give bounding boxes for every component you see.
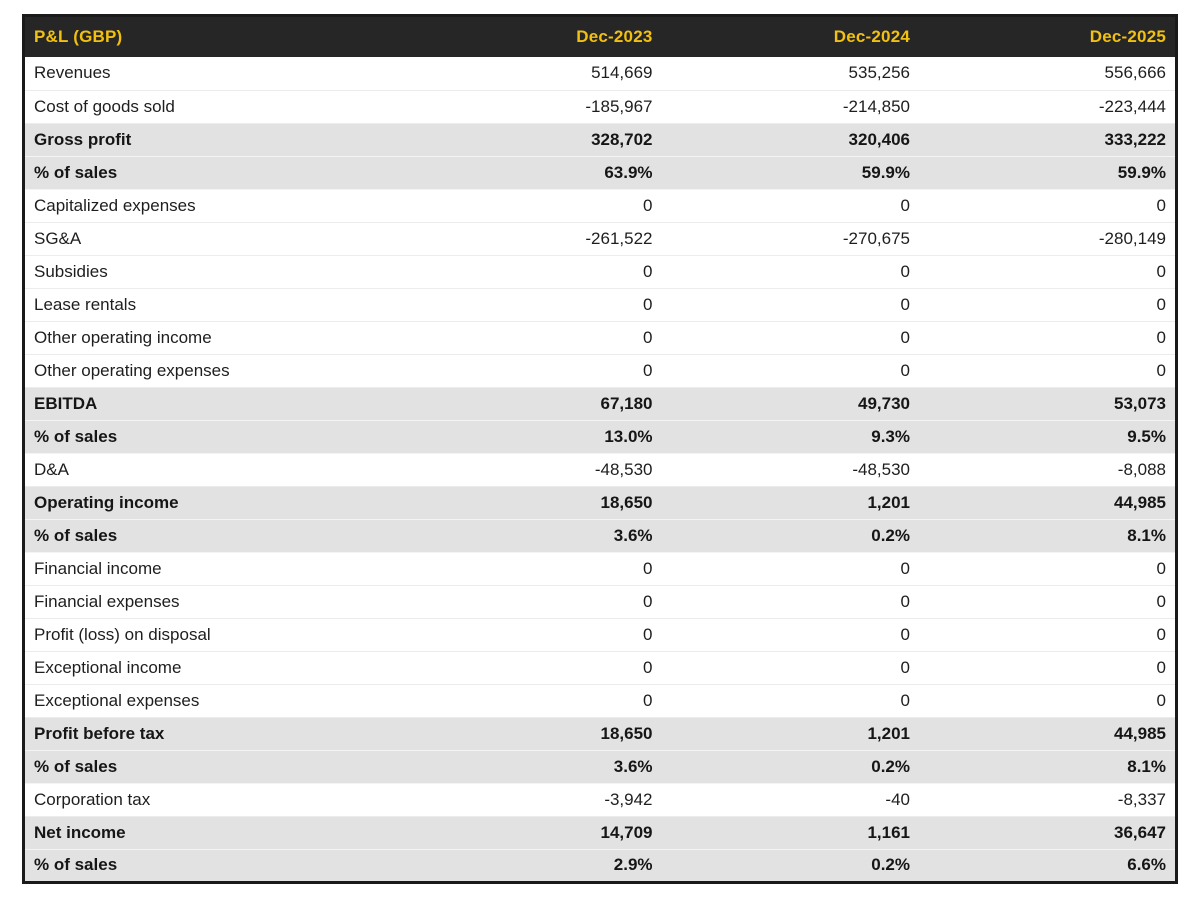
cell-value: 0 (404, 255, 661, 288)
row-label: Corporation tax (24, 783, 405, 816)
cell-value: 53,073 (919, 387, 1177, 420)
cell-value: 3.6% (404, 750, 661, 783)
table-row (24, 519, 1177, 552)
table-row (24, 156, 1177, 189)
cell-value: 8.1% (919, 750, 1177, 783)
table-row (24, 123, 1177, 156)
cell-value: 0 (404, 189, 661, 222)
row-label: Revenues (24, 57, 405, 90)
cell-value: 67,180 (404, 387, 661, 420)
cell-value: 0 (662, 321, 919, 354)
cell-value: 0 (404, 288, 661, 321)
row-label: % of sales (24, 420, 405, 453)
cell-value: -48,530 (662, 453, 919, 486)
row-label: % of sales (24, 519, 405, 552)
cell-value: 44,985 (919, 486, 1177, 519)
cell-value: 9.3% (662, 420, 919, 453)
row-label: Financial expenses (24, 585, 405, 618)
cell-value: 0.2% (662, 519, 919, 552)
cell-value: 1,201 (662, 486, 919, 519)
cell-value: 36,647 (919, 816, 1177, 849)
cell-value: 556,666 (919, 57, 1177, 90)
cell-value: 0 (919, 189, 1177, 222)
cell-value: 0 (662, 618, 919, 651)
row-label: EBITDA (24, 387, 405, 420)
cell-value: 9.5% (919, 420, 1177, 453)
cell-value: 44,985 (919, 717, 1177, 750)
table-row (24, 288, 1177, 321)
cell-value: 0 (919, 321, 1177, 354)
cell-value: 320,406 (662, 123, 919, 156)
cell-value: 333,222 (919, 123, 1177, 156)
table-row (24, 486, 1177, 519)
table-row (24, 717, 1177, 750)
table-row (24, 189, 1177, 222)
cell-value: 14,709 (404, 816, 661, 849)
row-label: Net income (24, 816, 405, 849)
cell-value: -270,675 (662, 222, 919, 255)
cell-value: 59.9% (919, 156, 1177, 189)
cell-value: -40 (662, 783, 919, 816)
row-label: Operating income (24, 486, 405, 519)
column-header-dec-2023: Dec-2023 (404, 16, 661, 58)
cell-value: 0 (404, 585, 661, 618)
cell-value: -261,522 (404, 222, 661, 255)
table-row (24, 651, 1177, 684)
table-row (24, 57, 1177, 90)
table-row (24, 321, 1177, 354)
cell-value: 0 (662, 651, 919, 684)
table-row (24, 420, 1177, 453)
cell-value: 0 (404, 684, 661, 717)
cell-value: -185,967 (404, 90, 661, 123)
cell-value: -223,444 (919, 90, 1177, 123)
row-label: D&A (24, 453, 405, 486)
row-label: Exceptional income (24, 651, 405, 684)
cell-value: 0 (662, 552, 919, 585)
cell-value: 49,730 (662, 387, 919, 420)
table-row (24, 783, 1177, 816)
cell-value: 0 (662, 189, 919, 222)
row-label: Financial income (24, 552, 405, 585)
pnl-table (22, 14, 1178, 884)
cell-value: 0.2% (662, 750, 919, 783)
cell-value: 0 (404, 354, 661, 387)
cell-value: 63.9% (404, 156, 661, 189)
table-row (24, 255, 1177, 288)
cell-value: 0 (919, 585, 1177, 618)
cell-value: 0 (662, 684, 919, 717)
cell-value: 535,256 (662, 57, 919, 90)
cell-value: 2.9% (404, 849, 661, 882)
row-label: Other operating income (24, 321, 405, 354)
cell-value: 0 (919, 618, 1177, 651)
cell-value: -3,942 (404, 783, 661, 816)
cell-value: 3.6% (404, 519, 661, 552)
cell-value: 0 (404, 321, 661, 354)
row-label: Profit (loss) on disposal (24, 618, 405, 651)
cell-value: 0 (919, 288, 1177, 321)
cell-value: 13.0% (404, 420, 661, 453)
row-label: % of sales (24, 750, 405, 783)
cell-value: 1,161 (662, 816, 919, 849)
cell-value: 0 (662, 585, 919, 618)
table-title: P&L (GBP) (24, 16, 405, 58)
cell-value: 0 (662, 288, 919, 321)
cell-value: 0 (404, 552, 661, 585)
cell-value: 0 (404, 651, 661, 684)
column-header-dec-2025: Dec-2025 (919, 16, 1177, 58)
row-label: Exceptional expenses (24, 684, 405, 717)
cell-value: 0 (919, 684, 1177, 717)
header-row (24, 16, 1177, 58)
table-row (24, 618, 1177, 651)
cell-value: 328,702 (404, 123, 661, 156)
table-row (24, 387, 1177, 420)
table-row (24, 849, 1177, 882)
row-label: SG&A (24, 222, 405, 255)
cell-value: 514,669 (404, 57, 661, 90)
cell-value: 18,650 (404, 717, 661, 750)
row-label: Lease rentals (24, 288, 405, 321)
table-row (24, 90, 1177, 123)
cell-value: 1,201 (662, 717, 919, 750)
cell-value: -280,149 (919, 222, 1177, 255)
cell-value: 0 (919, 552, 1177, 585)
cell-value: 0 (404, 618, 661, 651)
cell-value: 0 (919, 255, 1177, 288)
cell-value: -48,530 (404, 453, 661, 486)
table-row (24, 222, 1177, 255)
table-row (24, 684, 1177, 717)
cell-value: 18,650 (404, 486, 661, 519)
cell-value: 0.2% (662, 849, 919, 882)
row-label: Cost of goods sold (24, 90, 405, 123)
table-row (24, 354, 1177, 387)
cell-value: -8,337 (919, 783, 1177, 816)
cell-value: 0 (919, 651, 1177, 684)
cell-value: 0 (662, 354, 919, 387)
cell-value: 0 (662, 255, 919, 288)
row-label: Gross profit (24, 123, 405, 156)
table-row (24, 585, 1177, 618)
cell-value: 8.1% (919, 519, 1177, 552)
column-header-dec-2024: Dec-2024 (662, 16, 919, 58)
cell-value: 59.9% (662, 156, 919, 189)
row-label: % of sales (24, 849, 405, 882)
table-row (24, 453, 1177, 486)
cell-value: 0 (919, 354, 1177, 387)
row-label: Other operating expenses (24, 354, 405, 387)
table-row (24, 816, 1177, 849)
cell-value: 6.6% (919, 849, 1177, 882)
table-row (24, 750, 1177, 783)
row-label: Capitalized expenses (24, 189, 405, 222)
cell-value: -214,850 (662, 90, 919, 123)
row-label: Subsidies (24, 255, 405, 288)
row-label: Profit before tax (24, 717, 405, 750)
row-label: % of sales (24, 156, 405, 189)
cell-value: -8,088 (919, 453, 1177, 486)
table-row (24, 552, 1177, 585)
